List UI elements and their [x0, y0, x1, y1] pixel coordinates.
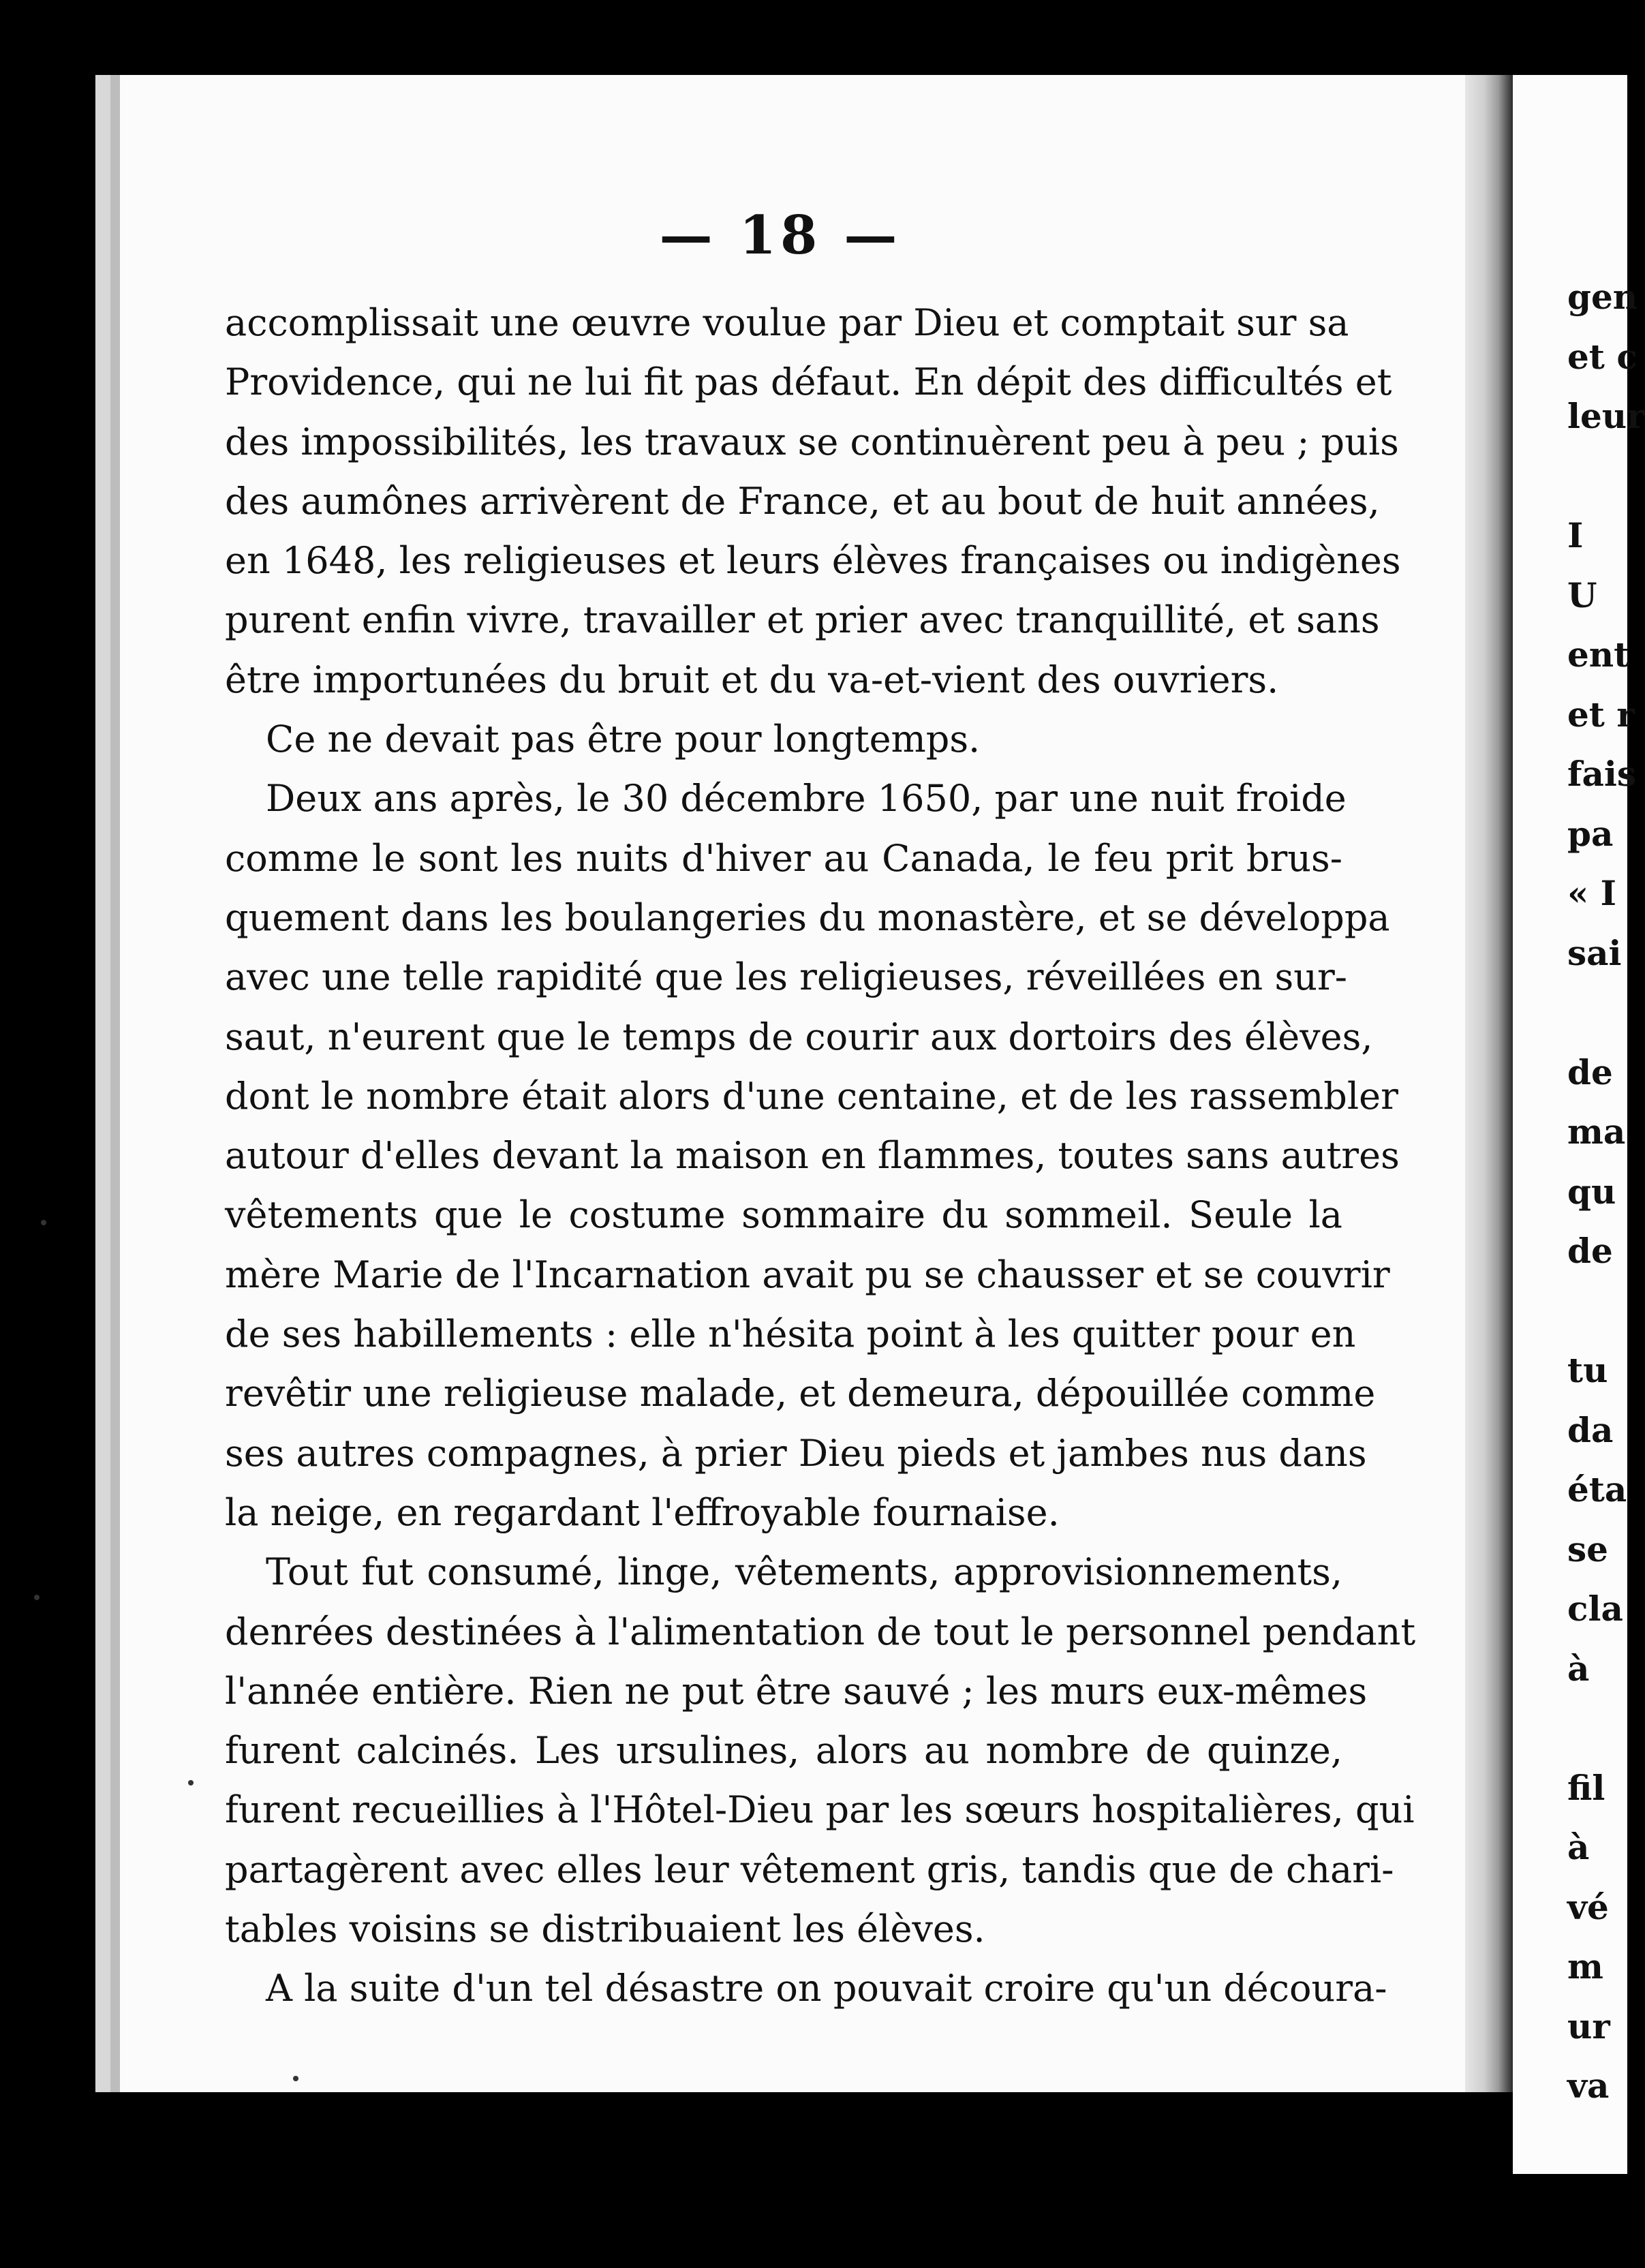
text-line: autour d'elles devant la maison en flammes, toutes sans autres — [225, 1134, 1400, 1178]
book-gutter — [1465, 75, 1513, 2092]
text-line: furent recueillies à l'Hôtel-Dieu par les sœurs hospitalières, qui — [225, 1788, 1415, 1832]
facing-page-line: à — [1567, 1648, 1590, 1689]
facing-page-fragments — [1567, 267, 1645, 2116]
facing-page-line: à — [1567, 1827, 1590, 1867]
facing-page-line: cla — [1567, 1589, 1623, 1629]
facing-page-line: da — [1567, 1409, 1614, 1450]
facing-page-line: de — [1567, 1052, 1613, 1092]
page-body-text — [225, 293, 1416, 2019]
text-line: avec une telle rapidité que les religieuses, réveillées en sur- — [225, 955, 1348, 999]
stray-mark — [188, 1780, 194, 1786]
text-line: la neige, en regardant l'effroyable fournaise. — [225, 1490, 1060, 1534]
text-line: mère Marie de l'Incarnation avait pu se chausser et se couvrir — [225, 1253, 1390, 1296]
facing-page-line: ent — [1567, 634, 1630, 675]
text-line: purent enfin vivre, travailler et prier avec tranquillité, et sans — [225, 598, 1380, 642]
stray-mark — [34, 1595, 40, 1600]
facing-page-line — [1567, 446, 1627, 506]
facing-page-line: fil — [1567, 1767, 1605, 1808]
text-line: Tout fut consumé, linge, vêtements, approvisionnements, — [266, 1550, 1342, 1594]
text-line: dont le nombre était alors d'une centaine, et de les rassembler — [225, 1074, 1398, 1118]
facing-page-line: se — [1567, 1529, 1608, 1569]
text-line: partagèrent avec elles leur vêtement gris, tandis que de chari- — [225, 1848, 1394, 1891]
facing-page-line: fais — [1567, 754, 1637, 794]
stray-mark — [41, 1220, 46, 1225]
text-line: comme le sont les nuits d'hiver au Canada, le feu prit brus- — [225, 836, 1342, 880]
facing-page-line: vé — [1567, 1886, 1609, 1927]
text-line: Ce ne devait pas être pour longtemps. — [266, 718, 981, 761]
scan-border-top — [0, 0, 1627, 75]
facing-page-line: m — [1567, 1946, 1603, 1987]
text-line: ses autres compagnes, à prier Dieu pieds et jambes nus dans — [225, 1431, 1367, 1475]
text-line: accomplissait une œuvre voulue par Dieu et comptait sur sa — [225, 301, 1349, 344]
facing-page-line: « I — [1567, 873, 1617, 913]
facing-page-line — [1567, 983, 1627, 1043]
facing-page-line: tu — [1567, 1350, 1608, 1390]
facing-page-line: de — [1567, 1231, 1613, 1271]
text-line: Providence, qui ne lui fit pas défaut. En dépit des difficultés et — [225, 361, 1392, 404]
text-line: des impossibilités, les travaux se continuèrent peu à peu ; puis — [225, 420, 1399, 463]
text-line: l'année entière. Rien ne put être sauvé ; les murs eux-mêmes — [225, 1669, 1368, 1713]
facing-page-line: I — [1567, 515, 1584, 555]
facing-page-line: et r — [1567, 694, 1635, 735]
text-line: vêtements que le costume sommaire du sommeil. Seule la — [225, 1193, 1342, 1237]
facing-page-line: sai — [1567, 932, 1622, 973]
text-line: quement dans les boulangeries du monastère, et se développa — [225, 895, 1390, 939]
facing-page-line: va — [1567, 2066, 1610, 2106]
page-number: — 18 — — [659, 204, 902, 266]
facing-page-line: ur — [1567, 2006, 1610, 2047]
text-line: être importunées du bruit et du va-et-vient des ouvriers. — [225, 658, 1279, 701]
facing-page-line: leur — [1567, 396, 1645, 436]
text-line: denrées destinées à l'alimentation de tout le personnel pendant — [225, 1610, 1416, 1653]
text-line: A la suite d'un tel désastre on pouvait croire qu'un découra- — [266, 1967, 1387, 2010]
text-line: en 1648, les religieuses et leurs élèves françaises ou indigènes — [225, 539, 1401, 583]
text-line: des aumônes arrivèrent de France, et au bout de huit années, — [225, 479, 1380, 523]
text-line: tables voisins se distribuaient les élèves. — [225, 1907, 985, 1951]
text-line: saut, n'eurent que le temps de courir aux dortoirs des élèves, — [225, 1015, 1373, 1058]
facing-page-line: et c — [1567, 336, 1638, 377]
text-line: Deux ans après, le 30 décembre 1650, par une nuit froide — [266, 777, 1347, 821]
facing-page-line: gen — [1567, 277, 1638, 317]
stray-mark — [293, 2076, 298, 2081]
facing-page-line: pa — [1567, 813, 1614, 854]
facing-page-line: ma — [1567, 1112, 1626, 1152]
text-line: revêtir une religieuse malade, et demeura, dépouillée comme — [225, 1372, 1376, 1415]
facing-page-line: U — [1567, 574, 1597, 615]
facing-page-line — [1567, 1698, 1627, 1758]
facing-page-line — [1567, 1281, 1627, 1341]
text-line: de ses habillements : elle n'hésita point à les quitter pour en — [225, 1313, 1356, 1356]
facing-page-line: qu — [1567, 1171, 1616, 1212]
text-line: furent calcinés. Les ursulines, alors au nombre de quinze, — [225, 1729, 1342, 1773]
facing-page-line: éta — [1567, 1469, 1627, 1510]
